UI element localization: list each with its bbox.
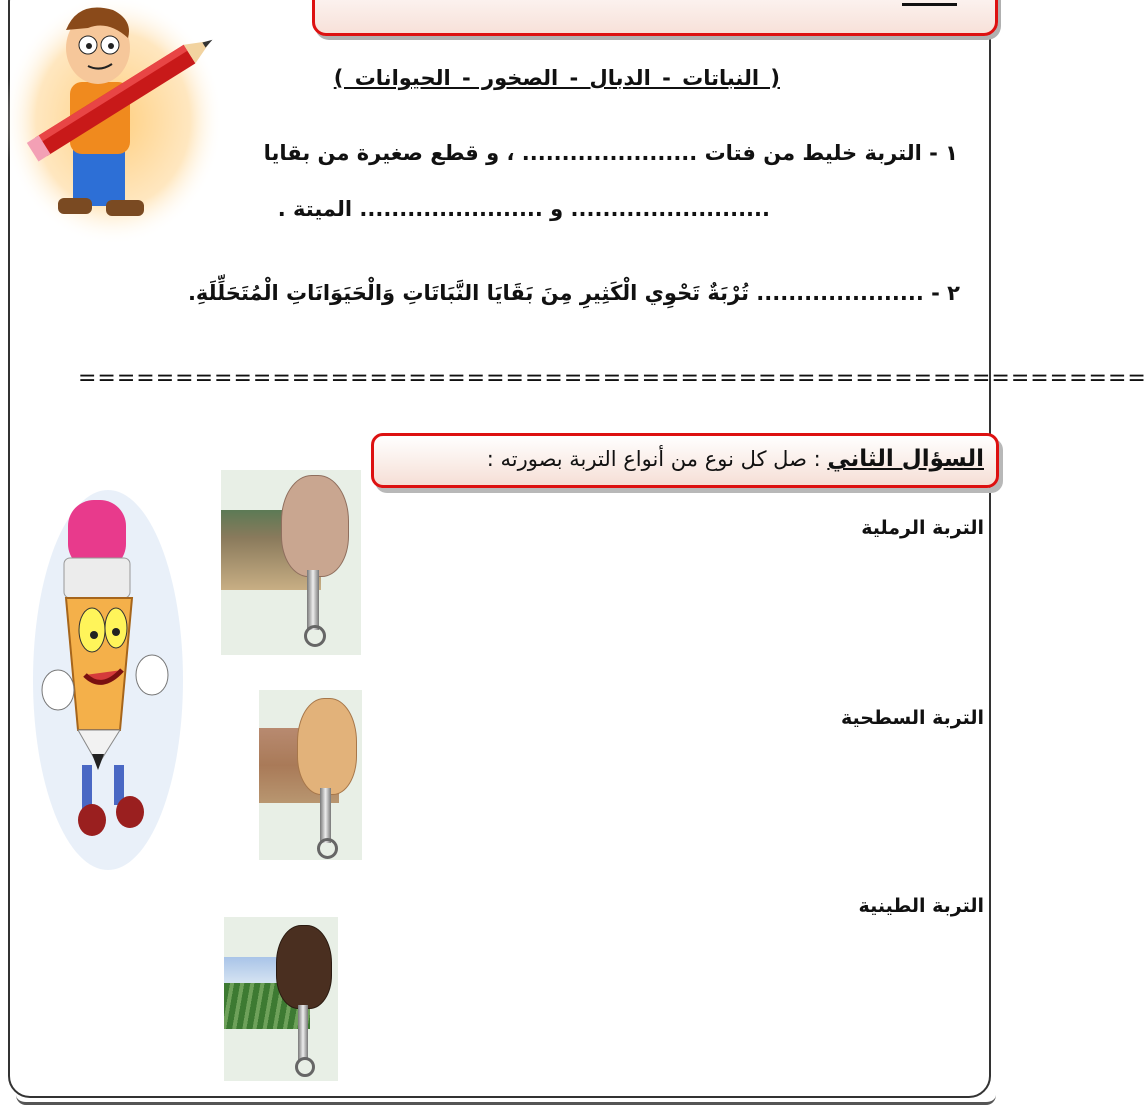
soil-label-topsoil: التربة السطحية [841,707,984,729]
question2-label: السؤال الثاني [827,446,984,472]
question1-line3: ٢ - ..................... تُرْبَةٌ تَحْوِي الْكَثِيرِ مِنَ بَقَايَا النَّبَاتَاتِ وَالْحَيَوَانَاتِ الْمُتَحَلِّلَةِ. [187,281,960,305]
soil-label-clay: التربة الطينية [858,895,984,917]
soil-label-sandy: التربة الرملية [861,517,984,539]
pencil-mascot-clipart [30,480,185,870]
word-bank: ( النباتات - الدبال - الصخور - الحيوانات ) [333,66,780,90]
sandy-soil-photo[interactable] [221,470,361,655]
question2-instruction: : صل كل نوع من أنواع التربة بصورته : [486,447,828,471]
question1-line1: ١ - التربة خليط من فتات ...................... ، و قطع صغيرة من بقايا [263,141,958,165]
question1-line2: ......................... و ....................... الميتة . [277,197,770,221]
clay-soil-photo[interactable] [224,917,338,1081]
boy-pencil-clipart [18,0,228,250]
topsoil-photo[interactable] [259,690,362,860]
question2-title-box [371,433,999,488]
question1-title-box [312,0,998,36]
section-divider: ======================================================= [78,366,1147,391]
